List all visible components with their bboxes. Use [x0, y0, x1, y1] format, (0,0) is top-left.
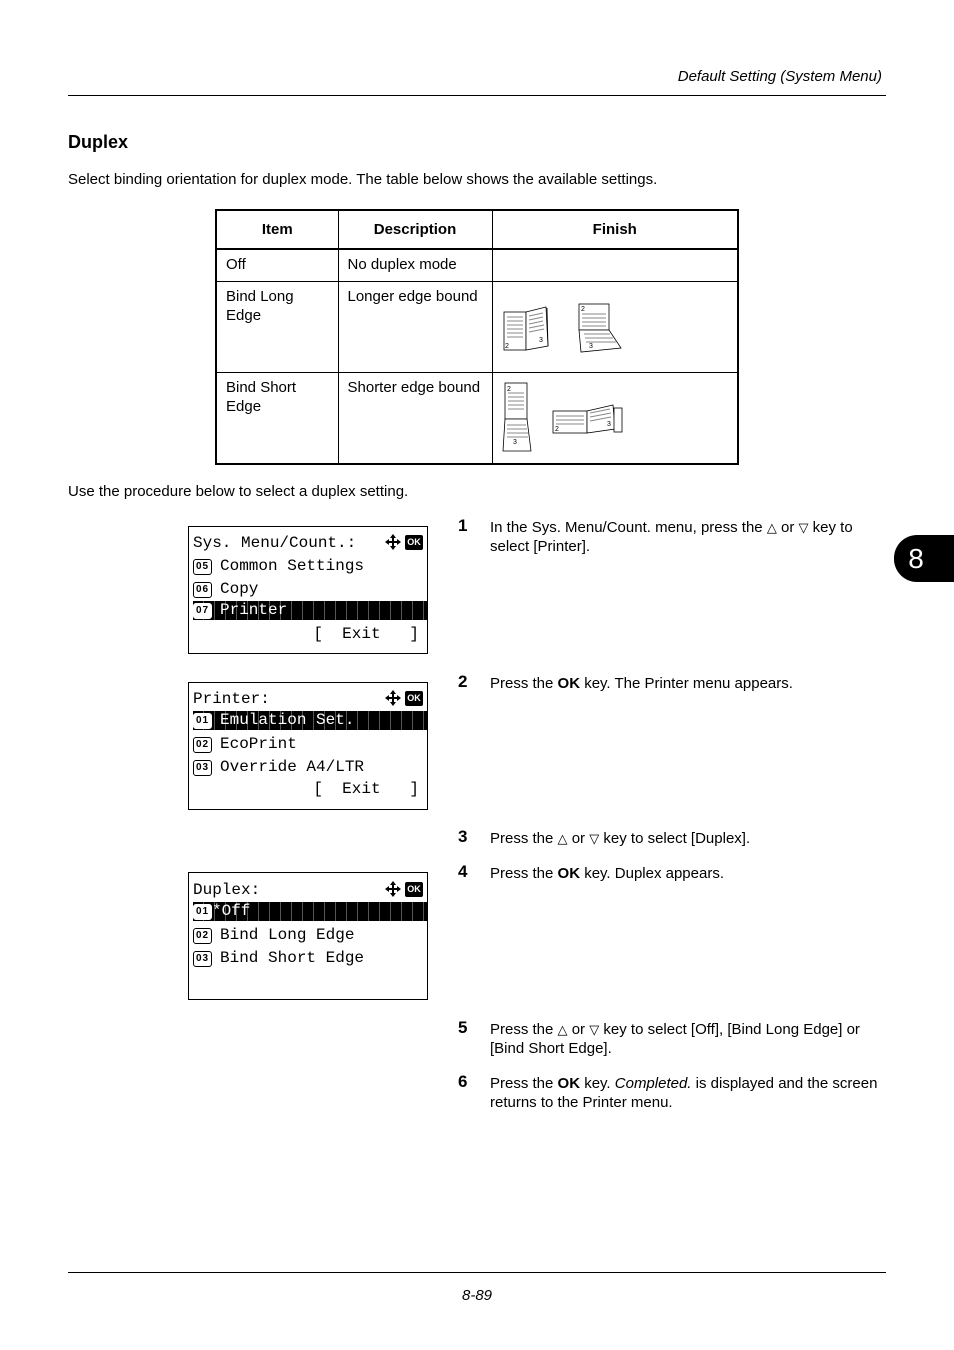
item-number-badge: 01	[193, 904, 212, 920]
section-title: Duplex	[68, 132, 129, 152]
flip-pad-icon	[503, 383, 531, 451]
cell-item: Bind Short Edge	[226, 378, 297, 415]
lcd-title: Sys. Menu/Count.:	[193, 534, 357, 552]
lcd-menu-item: 02 Bind Long Edge	[193, 926, 427, 945]
lcd-title: Duplex:	[193, 881, 261, 899]
lcd-menu-item-selected: 07 Printer	[193, 601, 427, 620]
item-number-badge: 05	[193, 559, 212, 575]
four-way-arrow-icon	[385, 690, 401, 706]
down-triangle-icon: ▽	[589, 831, 600, 846]
cell-description: Longer edge bound	[347, 287, 478, 305]
page-number: 2	[504, 342, 509, 350]
item-number-badge: 07	[193, 603, 212, 619]
column-header-item: Item	[216, 210, 338, 249]
ok-key-icon: OK	[405, 691, 423, 706]
flip-booklet-icon	[579, 304, 621, 352]
step-text: Press the OK key. The Printer menu appears.	[490, 675, 793, 692]
lcd-screen-sys-menu	[188, 526, 428, 654]
open-booklet-icon	[504, 307, 548, 350]
cell-description: No duplex mode	[347, 256, 457, 273]
ok-key-icon: OK	[405, 882, 423, 897]
long-edge-binding-illustration	[501, 302, 631, 362]
down-triangle-icon: ▽	[589, 1022, 600, 1037]
table-row	[216, 249, 738, 281]
step-number: 4	[458, 862, 468, 881]
lcd-menu-item: 03 Bind Short Edge	[193, 949, 427, 968]
ok-key-icon: OK	[405, 535, 423, 550]
running-header: Default Setting (System Menu)	[677, 68, 882, 85]
step-number: 2	[458, 672, 468, 691]
item-number-badge: 03	[193, 951, 212, 967]
step-number: 6	[458, 1072, 468, 1091]
chapter-tab: 8	[894, 535, 954, 582]
footer-rule	[68, 1272, 886, 1273]
column-header-description: Description	[338, 210, 492, 249]
cell-finish	[492, 281, 738, 372]
cell-finish	[492, 372, 738, 464]
step-text: Press the OK key. Duplex appears.	[490, 865, 724, 882]
section-intro: Select binding orientation for duplex mode. The table below shows the available settings.	[68, 171, 658, 188]
page-number: 3	[606, 420, 611, 428]
lcd-screen-printer	[188, 682, 428, 810]
up-triangle-icon: △	[557, 1022, 568, 1037]
lcd-screen-duplex	[188, 872, 428, 1000]
step-text: In the Sys. Menu/Count. menu, press the △ or ▽ key to select [Printer].	[490, 519, 853, 555]
short-edge-binding-illustration	[501, 381, 631, 461]
settings-table	[215, 209, 739, 465]
lcd-menu-item: 06 Copy	[193, 580, 427, 599]
procedure-intro: Use the procedure below to select a duplex setting.	[68, 483, 409, 500]
four-way-arrow-icon	[385, 881, 401, 897]
step-number: 1	[458, 516, 468, 535]
lcd-menu-item: 02 EcoPrint	[193, 735, 427, 754]
table-row	[216, 372, 738, 464]
page-number: 3	[588, 342, 593, 350]
landscape-booklet-icon	[553, 405, 622, 433]
cell-item: Bind Long Edge	[226, 287, 294, 324]
lcd-exit-softkey: [ Exit ]	[313, 625, 419, 643]
four-way-arrow-icon	[385, 534, 401, 550]
page-number: 2	[506, 385, 511, 393]
table-header-row	[216, 210, 738, 249]
page-number: 3	[538, 336, 543, 344]
item-number-badge: 01	[193, 713, 212, 729]
page-number: 3	[512, 438, 517, 446]
step-number: 3	[458, 827, 468, 846]
lcd-menu-item-selected: 01 *Off	[193, 902, 427, 921]
step-text: Press the △ or ▽ key to select [Off], [Bind Long Edge] or [Bind Short Edge].	[490, 1021, 860, 1057]
lcd-menu-item: 03 Override A4/LTR	[193, 758, 427, 777]
cell-description: Shorter edge bound	[347, 378, 481, 396]
item-number-badge: 02	[193, 737, 212, 753]
cell-finish	[492, 249, 738, 281]
step-text: Press the △ or ▽ key to select [Duplex].	[490, 830, 751, 847]
lcd-exit-softkey: [ Exit ]	[313, 780, 419, 798]
lcd-menu-item-selected: 01 Emulation Set.	[193, 711, 427, 730]
table-row	[216, 281, 738, 372]
item-number-badge: 06	[193, 582, 212, 598]
down-triangle-icon: ▽	[798, 520, 809, 535]
step-text: Press the OK key. Completed. is displayed and the screen returns to the Printer menu.	[490, 1075, 878, 1111]
lcd-menu-item: 05 Common Settings	[193, 557, 427, 576]
page-number: 2	[580, 305, 585, 313]
header-rule	[68, 95, 886, 96]
item-number-badge: 03	[193, 760, 212, 776]
item-number-badge: 02	[193, 928, 212, 944]
step-number: 5	[458, 1018, 468, 1037]
lcd-title: Printer:	[193, 690, 270, 708]
cell-item: Off	[226, 256, 246, 273]
page-number: 2	[554, 425, 559, 433]
up-triangle-icon: △	[766, 520, 777, 535]
column-header-finish: Finish	[492, 210, 738, 249]
up-triangle-icon: △	[557, 831, 568, 846]
page-number: 8-89	[461, 1287, 493, 1304]
